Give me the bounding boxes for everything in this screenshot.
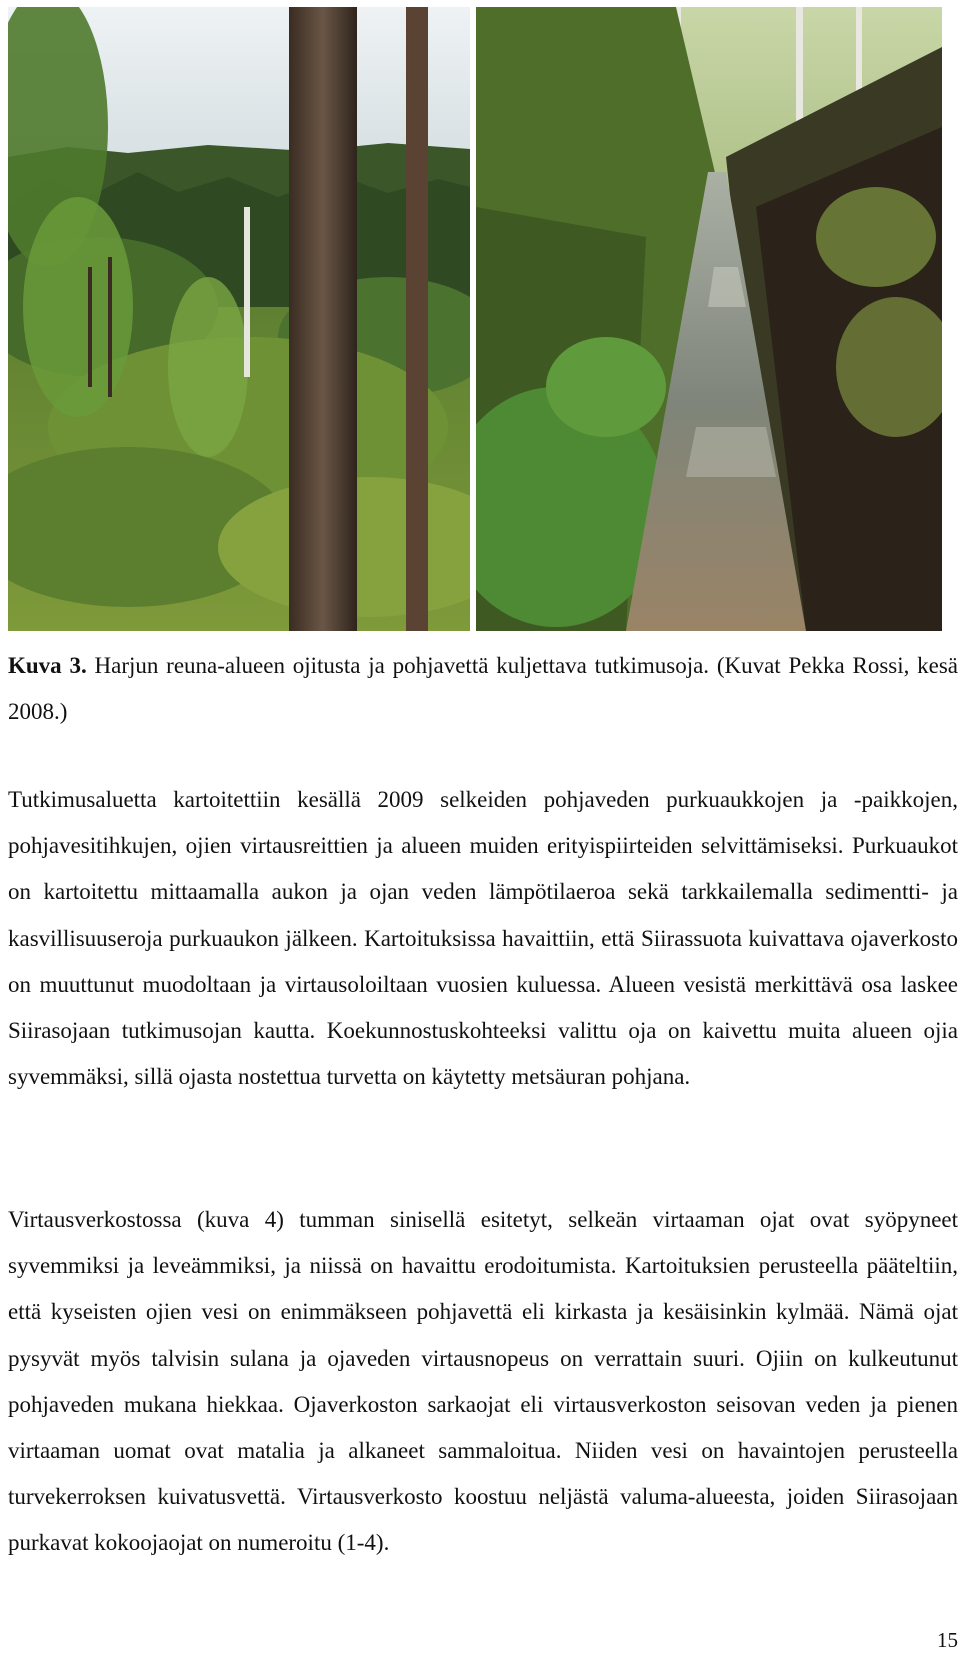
- ditch-stream-photo: [476, 7, 942, 631]
- forest-edge-photo: [8, 7, 470, 631]
- figure-label: Kuva 3.: [8, 653, 87, 678]
- figure-caption-text: Harjun reuna-alueen ojitusta ja pohjavettä kuljettava tutkimusoja. (Kuvat Pekka Rossi, kesä 2008.): [8, 653, 959, 724]
- figure-photos: [8, 7, 942, 631]
- figure-caption: [8, 643, 958, 735]
- body-paragraph: Virtausverkostossa (kuva 4) tumman sinisellä esitetyt, selkeän virtaaman ojat ovat syöpyneet syvemmiksi ja leveämmiksi, ja niissä on havaittu erodoitumista. Kartoituksien perusteella pääteltiin, että kyseisten ojien vesi on enimmäkseen pohjavettä eli kirkasta ja kesäisinkin kylmää. Nämä ojat pysyvät myös talvisin sulana ja ojaveden virtausnopeus on verrattain suuri. Ojiin on kulkeutunut pohjaveden mukana hiekkaa. Ojaverkoston sarkaojat eli virtausverkoston seisovan veden ja pienen virtaaman uomat ovat matalia ja alkaneet sammaloitua. Niiden vesi on havaintojen perusteella turvekerroksen kuivatusvettä. Virtausverkosto koostuu neljästä valuma-alueesta, joiden Siirasojaan purkavat kokoojaojat on numeroitu (1-4).: [8, 1207, 958, 1556]
- body-paragraph: Tutkimusaluetta kartoitettiin kesällä 2009 selkeiden pohjaveden purkuaukkojen ja -paikkojen, pohjavesitihkujen, ojien virtausreittien ja alueen muiden erityispiirteiden selvittämiseksi. Purkuaukot on kartoitettu mittaamalla aukon ja ojan veden lämpötilaeroa sekä tarkkailemalla sedimentti- ja kasvillisuuseroja purkuaukon jälkeen. Kartoituksissa havaittiin, että Siirassuota kuivattava ojaverkosto on muuttunut muodoltaan ja virtausoloiltaan vuosien kuluessa. Alueen vesistä merkittävä osa laskee Siirasojaan tutkimusojan kautta. Koekunnostuskohteeksi valittu oja on kaivettu muita alueen ojia syvemmäksi, sillä ojasta nostettua turvetta on käytetty metsäuran pohjana.: [8, 787, 958, 1090]
- page-number: 15: [937, 1628, 958, 1652]
